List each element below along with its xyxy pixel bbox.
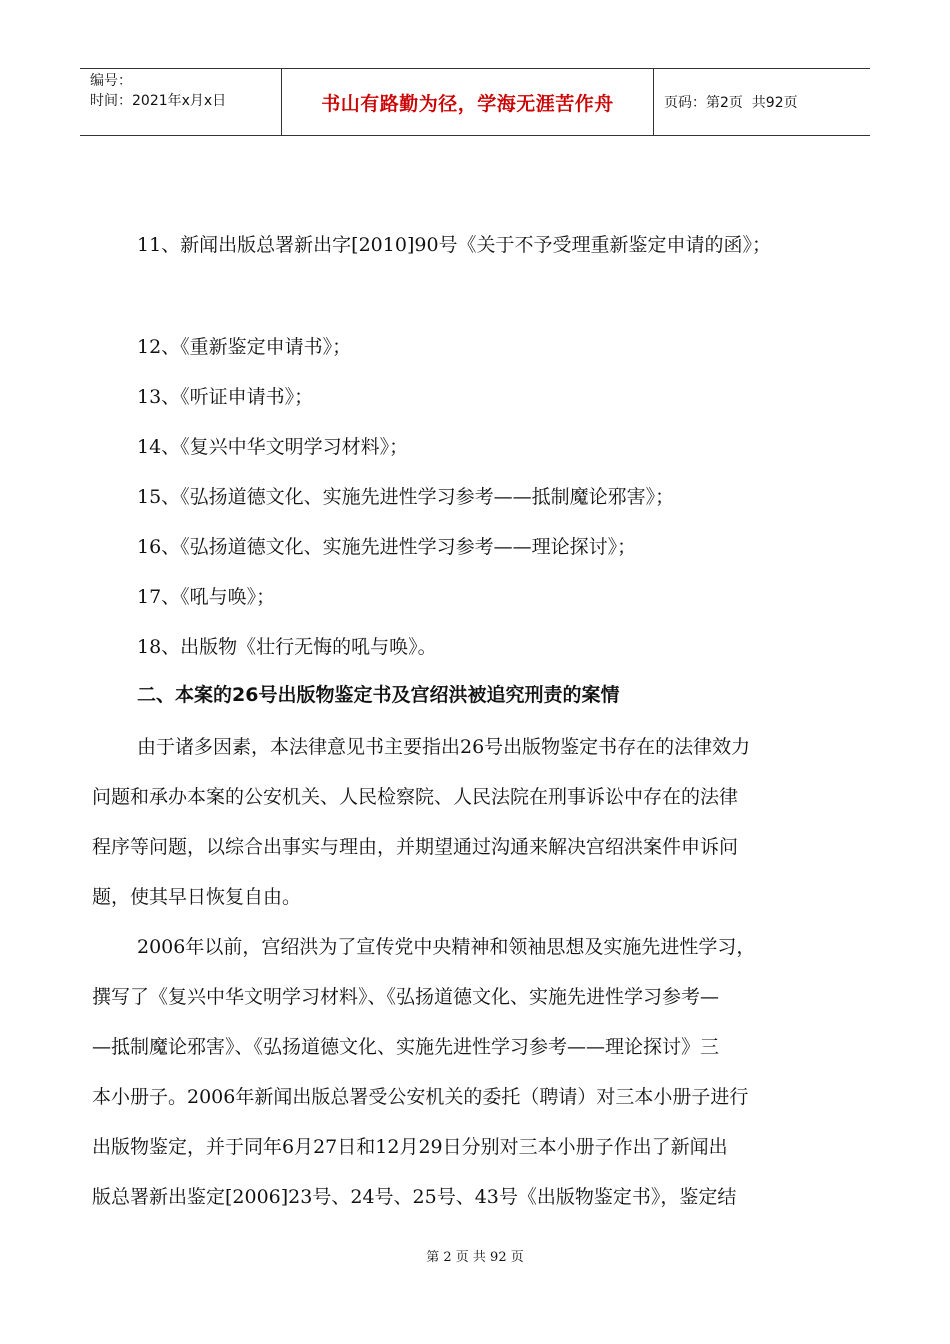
paragraph-line: 由于诸多因素，本法律意见书主要指出26号出版物鉴定书存在的法律效力 — [137, 736, 751, 758]
list-item: 17、《吼与唤》； — [137, 586, 276, 608]
paragraph-line: 题，使其早日恢复自由。 — [92, 886, 302, 908]
page-header — [80, 68, 870, 136]
list-item: 15、《弘扬道德文化、实施先进性学习参考——抵制魔论邪害》； — [137, 486, 675, 508]
paragraph-line: 出版物鉴定，并于同年6月27日和12月29日分别对三本小册子作出了新闻出 — [92, 1136, 728, 1158]
paragraph-line: 问题和承办本案的公安机关、人民检察院、人民法院在刑事诉讼中存在的法律 — [92, 786, 739, 808]
paragraph-line: 撰写了《复兴中华文明学习材料》、《弘扬道德文化、实施先进性学习参考— — [92, 986, 720, 1008]
list-item: 13、《听证申请书》； — [137, 386, 314, 408]
list-item: 18、出版物《壮行无悔的吼与唤》。 — [137, 636, 437, 658]
paragraph-line: 程序等问题，以综合出事实与理由，并期望通过沟通来解决宫绍洪案件申诉问 — [92, 836, 739, 858]
page-footer: 第 2 页 共 92 页 — [426, 1250, 524, 1265]
list-item: 16、《弘扬道德文化、实施先进性学习参考——理论探讨》； — [137, 536, 637, 558]
paragraph-line: 2006年以前，宫绍洪为了宣传党中央精神和领袖思想及实施先进性学习， — [137, 936, 756, 958]
paragraph-line: —抵制魔论邪害》、《弘扬道德文化、实施先进性学习参考——理论探讨》三 — [92, 1036, 720, 1058]
section-heading: 二、本案的26号出版物鉴定书及宫绍洪被追究刑责的案情 — [137, 684, 620, 706]
list-item: 11、新闻出版总署新出字[2010]90号《关于不予受理重新鉴定申请的函》； — [137, 234, 772, 256]
list-item: 14、《复兴中华文明学习材料》； — [137, 436, 409, 458]
paragraph-line: 本小册子。2006年新闻出版总署受公安机关的委托（聘请）对三本小册子进行 — [92, 1086, 749, 1108]
header-meta — [80, 69, 282, 135]
header-motto — [282, 69, 654, 135]
paragraph-line: 版总署新出鉴定[2006]23号、24号、25号、43号《出版物鉴定书》，鉴定结 — [92, 1186, 737, 1208]
number-label: 编号： — [90, 73, 132, 89]
motto-text: 书山有路勤为径，学海无涯苦作舟 — [321, 92, 614, 115]
list-item: 12、《重新鉴定申请书》； — [137, 336, 352, 358]
time-label: 时间：2021年x月x日 — [90, 93, 227, 109]
page-info: 页码：第2页 共92页 — [664, 95, 798, 111]
